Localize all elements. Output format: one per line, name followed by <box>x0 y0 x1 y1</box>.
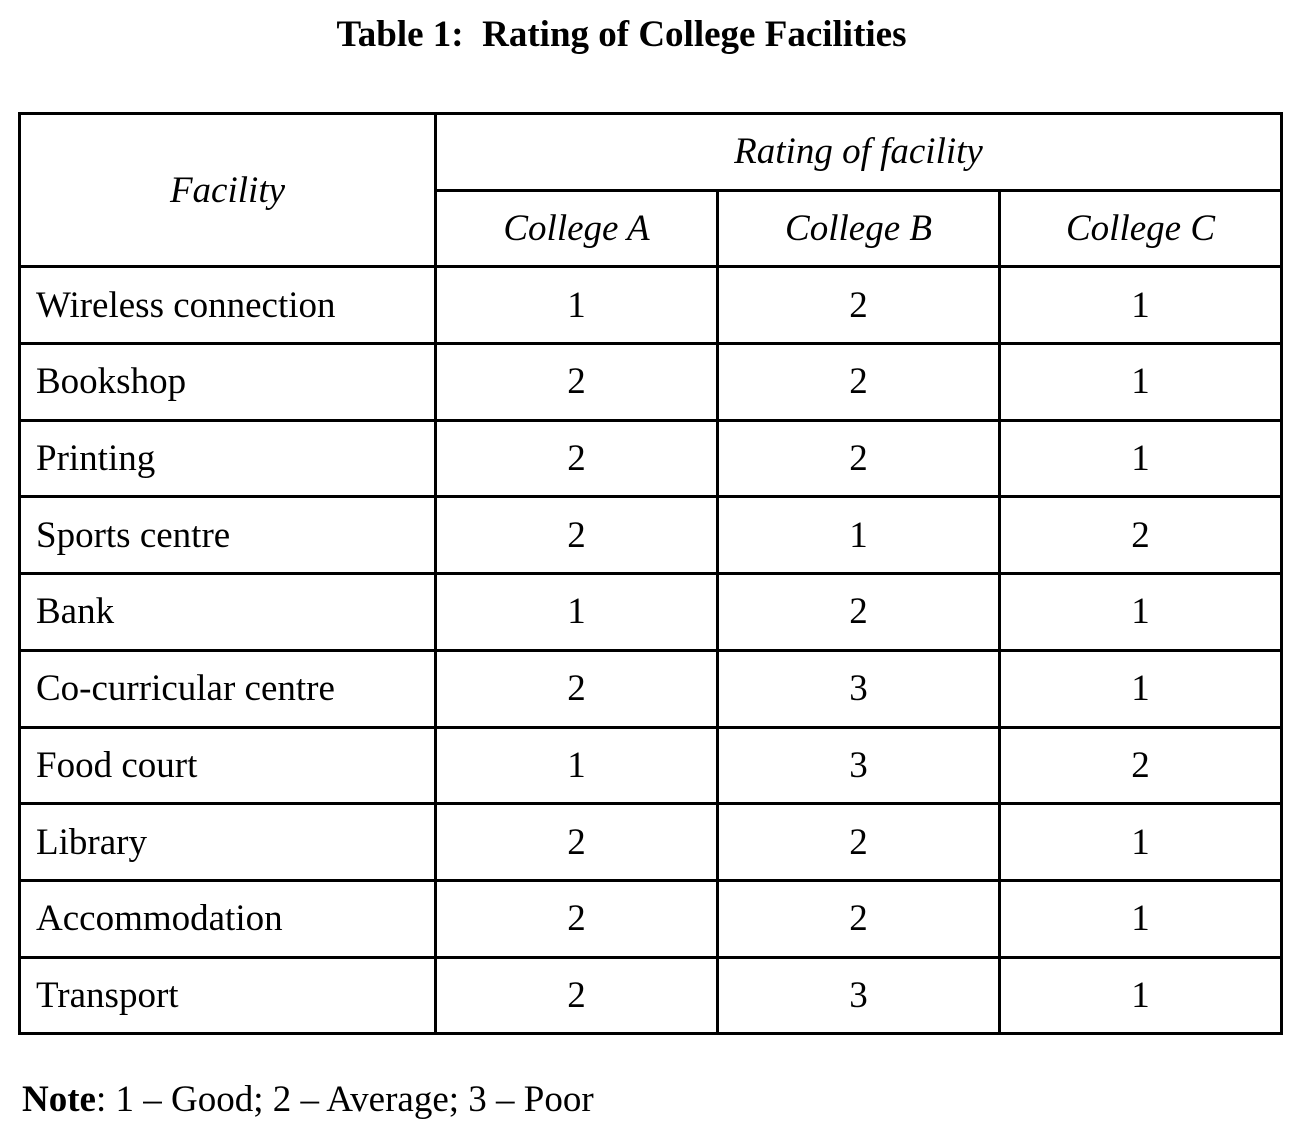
rating-cell-college-b: 2 <box>718 804 1000 881</box>
rating-group-header: Rating of facility <box>436 114 1282 191</box>
table-row <box>20 804 1282 881</box>
table-row <box>20 957 1282 1034</box>
rating-cell-college-b: 2 <box>718 880 1000 957</box>
facility-cell: Co-curricular centre <box>20 650 436 727</box>
college-c-header: College C <box>1000 190 1282 267</box>
rating-cell-college-a: 2 <box>436 497 718 574</box>
rating-cell-college-c: 1 <box>1000 804 1282 881</box>
rating-cell-college-b: 2 <box>718 344 1000 421</box>
rating-cell-college-a: 2 <box>436 880 718 957</box>
rating-cell-college-a: 2 <box>436 344 718 421</box>
facility-cell: Library <box>20 804 436 881</box>
rating-cell-college-a: 2 <box>436 957 718 1034</box>
facility-cell: Sports centre <box>20 497 436 574</box>
rating-cell-college-c: 1 <box>1000 344 1282 421</box>
rating-cell-college-b: 2 <box>718 267 1000 344</box>
table-row <box>20 497 1282 574</box>
table-row <box>20 344 1282 421</box>
rating-cell-college-b: 2 <box>718 420 1000 497</box>
facility-cell: Wireless connection <box>20 267 436 344</box>
note-text: : 1 – Good; 2 – Average; 3 – Poor <box>95 1079 594 1120</box>
rating-cell-college-a: 2 <box>436 650 718 727</box>
rating-cell-college-c: 1 <box>1000 957 1282 1034</box>
rating-cell-college-a: 2 <box>436 420 718 497</box>
rating-cell-college-a: 1 <box>436 574 718 651</box>
rating-cell-college-b: 3 <box>718 957 1000 1034</box>
table-row <box>20 420 1282 497</box>
note-label: Note <box>22 1079 96 1120</box>
rating-cell-college-c: 1 <box>1000 880 1282 957</box>
facility-cell: Transport <box>20 957 436 1034</box>
facility-cell: Printing <box>20 420 436 497</box>
rating-cell-college-b: 3 <box>718 650 1000 727</box>
table-row <box>20 880 1282 957</box>
table-row <box>20 727 1282 804</box>
rating-cell-college-b: 2 <box>718 574 1000 651</box>
rating-cell-college-c: 1 <box>1000 650 1282 727</box>
table-row <box>20 267 1282 344</box>
facility-cell: Food court <box>20 727 436 804</box>
table-title: Table 1: Rating of College Facilities <box>336 14 907 55</box>
rating-cell-college-a: 1 <box>436 267 718 344</box>
table-row <box>20 650 1282 727</box>
rating-cell-college-c: 1 <box>1000 267 1282 344</box>
college-b-header: College B <box>718 190 1000 267</box>
rating-cell-college-c: 1 <box>1000 574 1282 651</box>
rating-cell-college-b: 1 <box>718 497 1000 574</box>
rating-cell-college-c: 2 <box>1000 497 1282 574</box>
rating-cell-college-a: 1 <box>436 727 718 804</box>
facility-cell: Accommodation <box>20 880 436 957</box>
rating-cell-college-b: 3 <box>718 727 1000 804</box>
rating-cell-college-c: 1 <box>1000 420 1282 497</box>
rating-cell-college-c: 2 <box>1000 727 1282 804</box>
table-row <box>20 574 1282 651</box>
facility-header: Facility <box>20 114 436 267</box>
rating-cell-college-a: 2 <box>436 804 718 881</box>
header-row-group <box>20 114 1282 191</box>
facility-cell: Bank <box>20 574 436 651</box>
facility-cell: Bookshop <box>20 344 436 421</box>
college-a-header: College A <box>436 190 718 267</box>
rating-legend-note <box>22 1077 594 1123</box>
ratings-table <box>18 112 1283 1035</box>
